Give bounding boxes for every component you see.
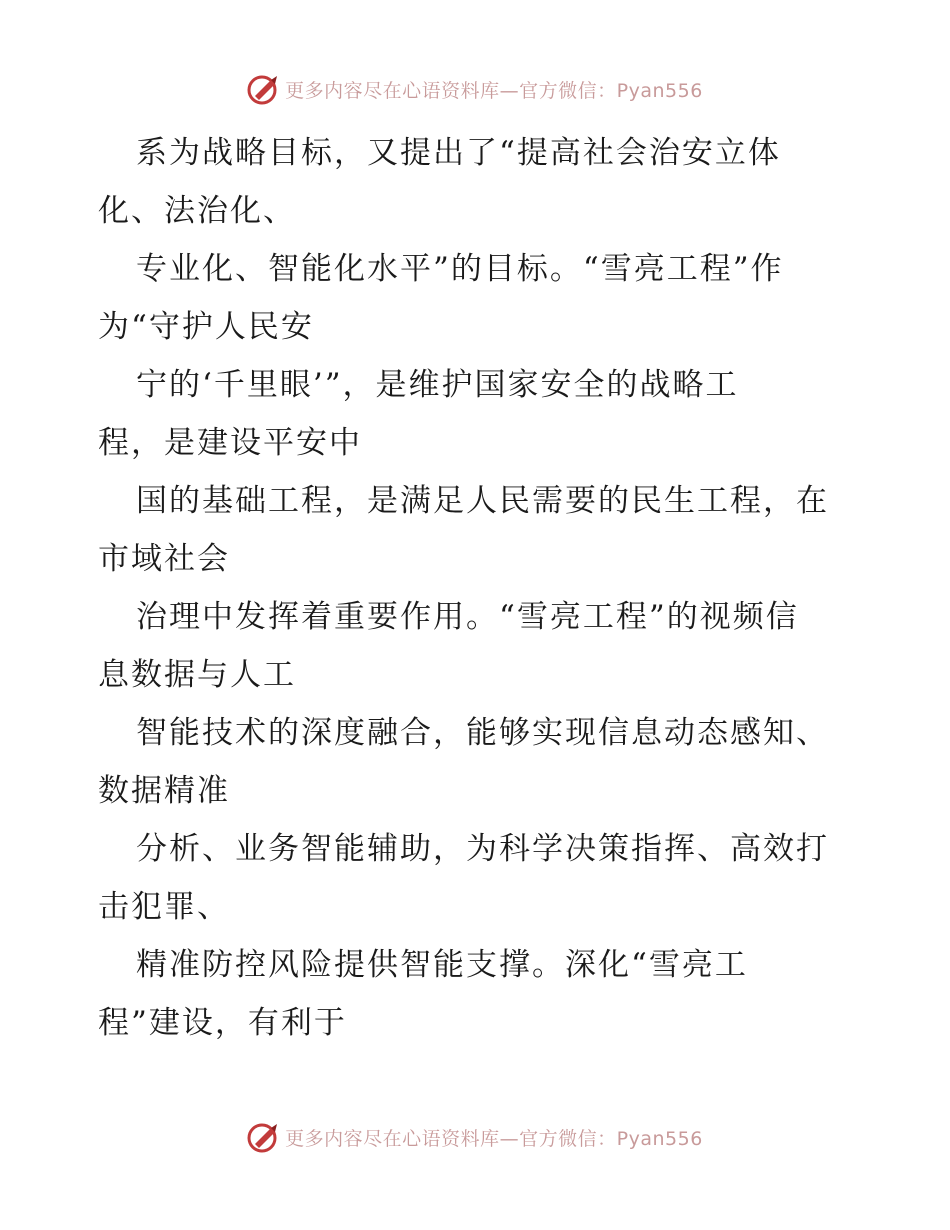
document-body (98, 124, 888, 1052)
paragraph-line: 专业化、智能化水平”的目标。“雪亮工程”作 (136, 251, 784, 287)
paragraph-line: 宁的‘千里眼’”，是维护国家安全的战略工 (136, 367, 739, 403)
paragraph-line: 精准防控风险提供智能支撑。深化“雪亮工 (136, 947, 748, 983)
paragraph-line: 数据精准 (98, 773, 230, 809)
paragraph-line: 为“守护人民安 (98, 309, 314, 345)
paragraph-line: 息数据与人工 (98, 657, 296, 693)
header-watermark (0, 72, 950, 106)
pen-logo-icon (247, 1120, 281, 1154)
paragraph-line: 击犯罪、 (98, 889, 230, 925)
pen-logo-icon (247, 72, 281, 106)
paragraph-line: 程”建设，有利于 (98, 1005, 347, 1041)
footer-watermark (0, 1120, 950, 1154)
paragraph-line: 国的基础工程，是满足人民需要的民生工程，在 (136, 483, 829, 519)
paragraph-line: 化、法治化、 (98, 193, 296, 229)
paragraph-line: 智能技术的深度融合，能够实现信息动态感知、 (136, 715, 829, 751)
paragraph-line: 治理中发挥着重要作用。“雪亮工程”的视频信 (136, 599, 799, 635)
watermark-text: 更多内容尽在心语资料库—官方微信：Pyan556 (285, 1127, 703, 1150)
watermark-text: 更多内容尽在心语资料库—官方微信：Pyan556 (285, 79, 703, 102)
paragraph-line: 系为战略目标，又提出了“提高社会治安立体 (136, 135, 781, 171)
paragraph-line: 分析、业务智能辅助，为科学决策指挥、高效打 (136, 831, 829, 867)
paragraph-line: 程，是建设平安中 (98, 425, 362, 461)
paragraph-line: 市域社会 (98, 541, 230, 577)
